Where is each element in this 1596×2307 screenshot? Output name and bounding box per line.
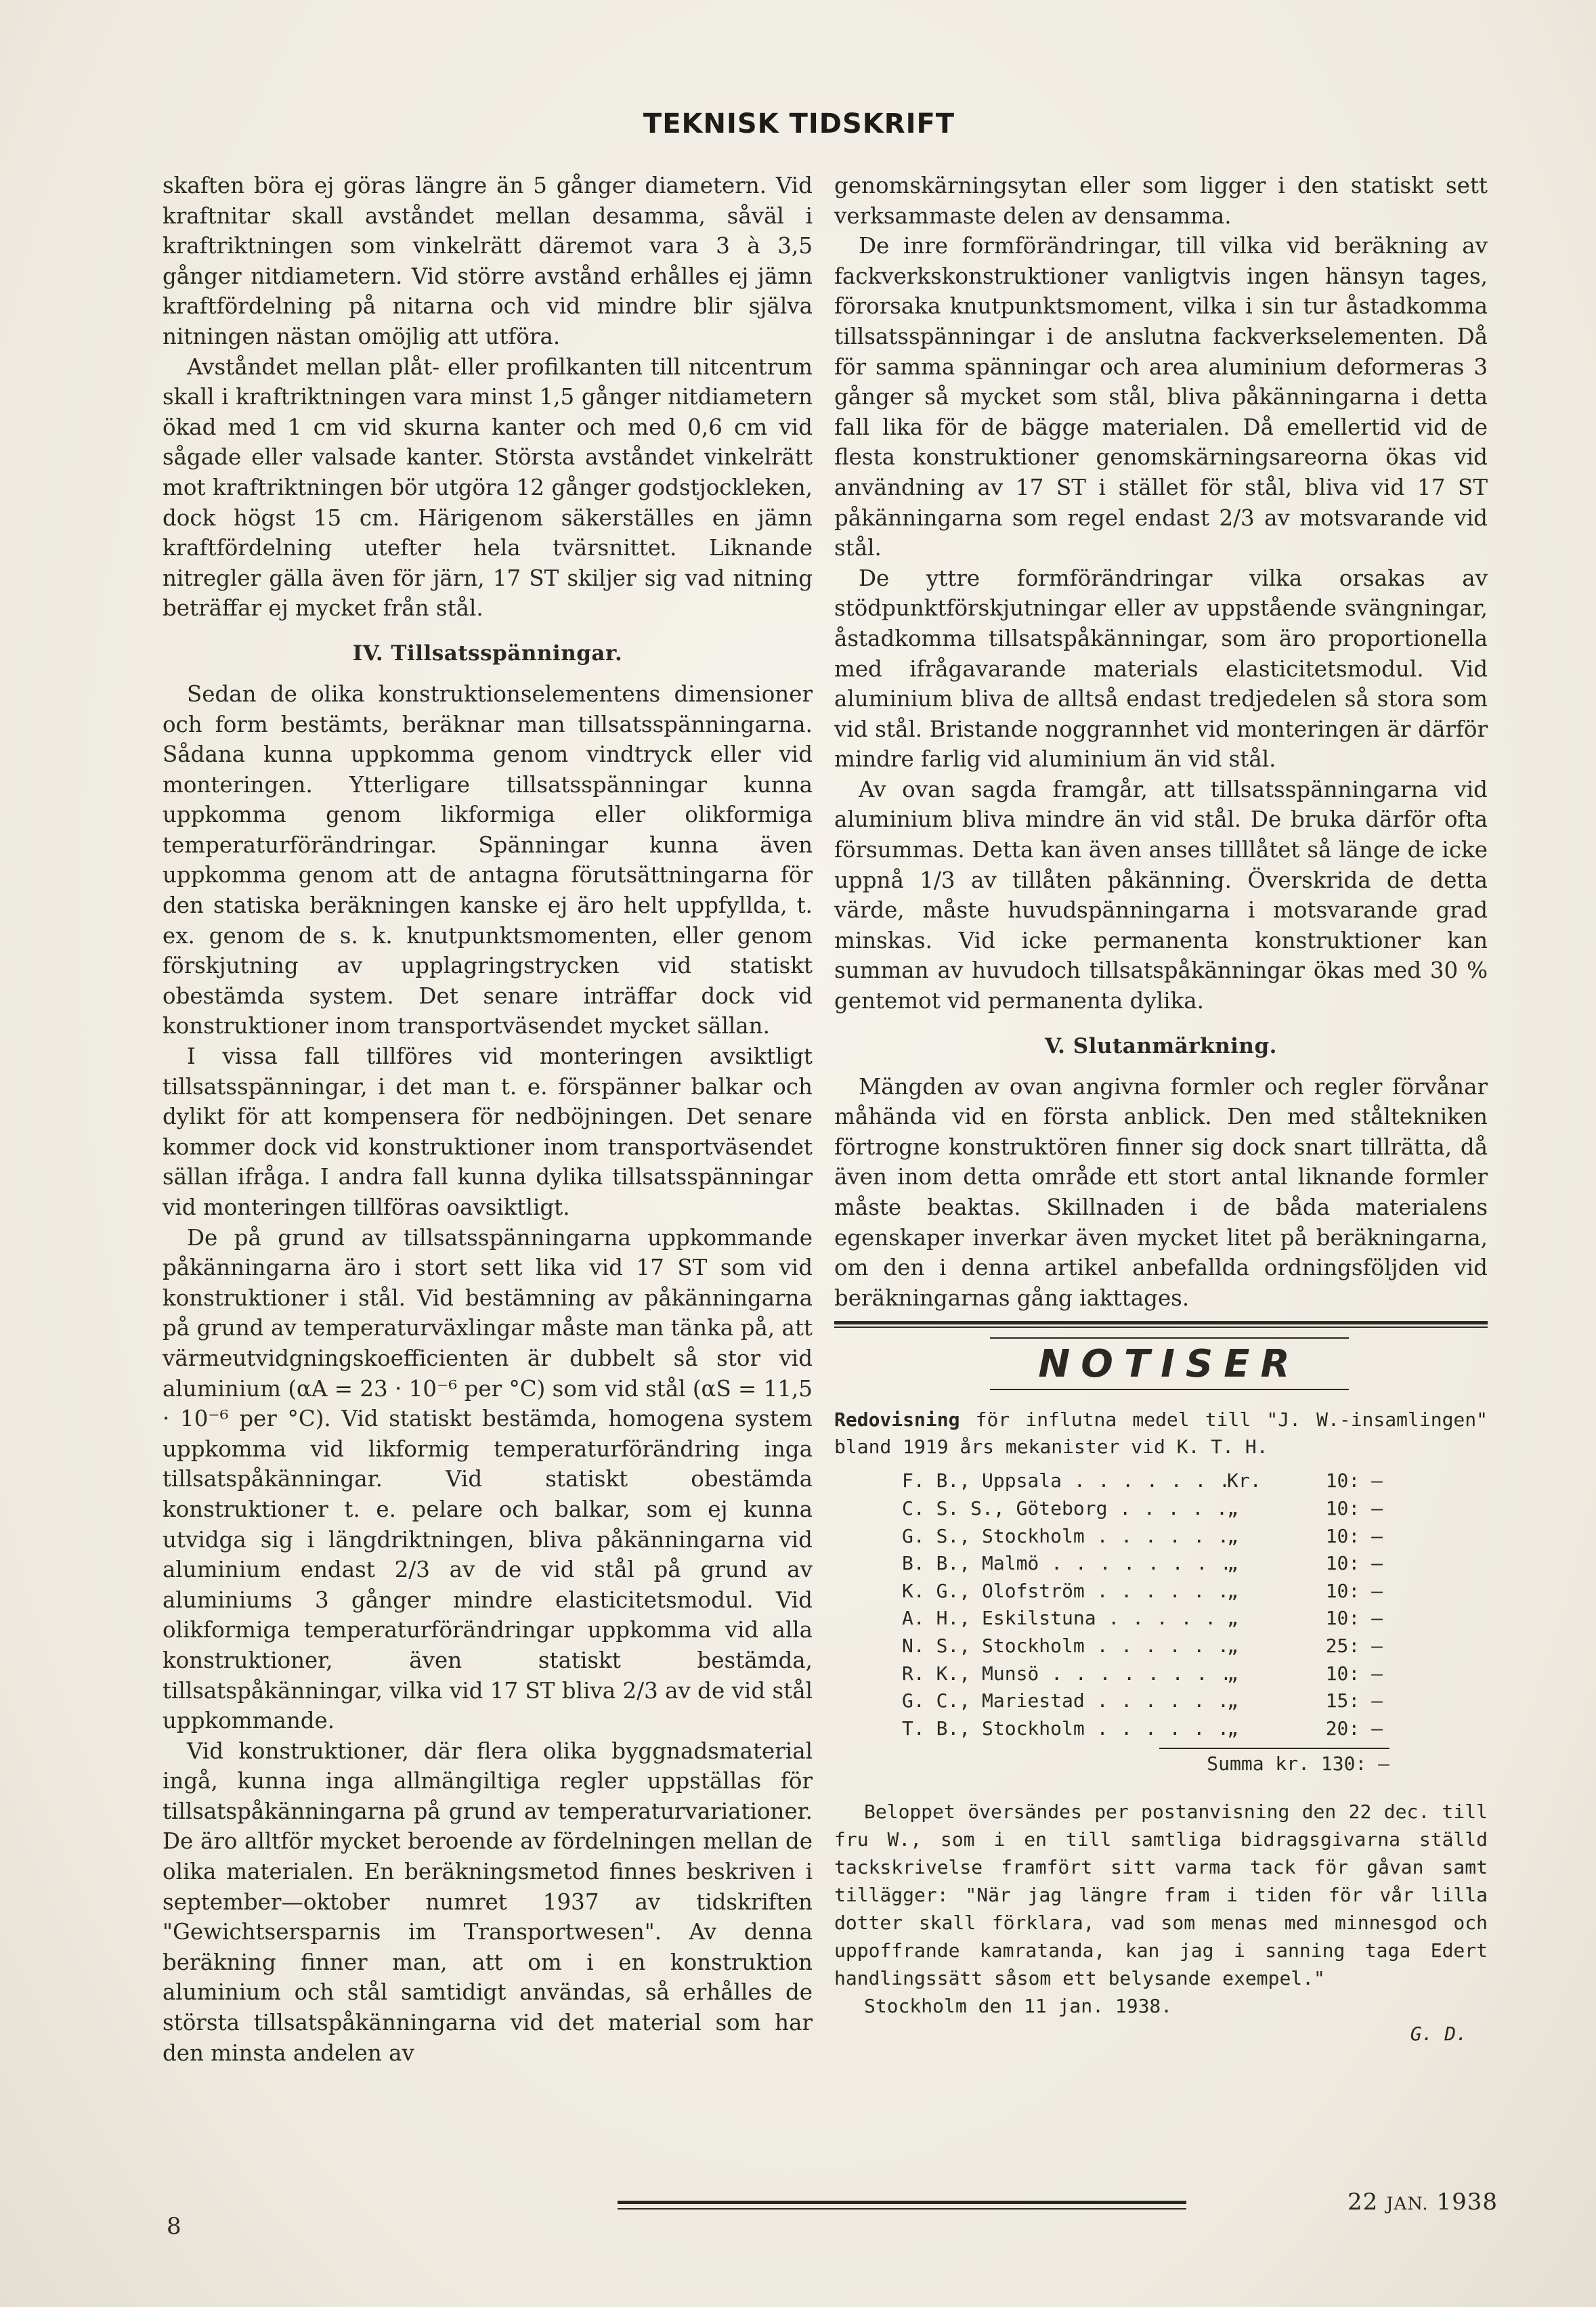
donation-sum: Summa kr. 130: —	[1159, 1748, 1389, 1779]
page-number: 8	[167, 2213, 181, 2240]
list-item	[902, 1578, 1389, 1605]
section-rule	[834, 1321, 1488, 1324]
paragraph: skaften böra ej göras längre än 5 gånger diametern. Vid kraftnitar skall avståndet mellan desamma, såväl i kraftriktningen som vinkelrätt däremot vara 3 à 3,5 gånger nitdiametern. Vid större avstånd erhålles ej jämn kraftfördelning på nitarna och vid mindre blir själva nitningen nästan omöjlig att utföra.	[163, 173, 813, 349]
notice-dateline: Stockholm den 11 jan. 1938.	[864, 1995, 1173, 2018]
list-item	[902, 1523, 1389, 1551]
donor-amount: 10: —	[1325, 1524, 1383, 1547]
paragraph: Vid konstruktioner, där flera olika byggnadsmaterial ingå, kunna inga allmängiltiga regler uppställas för tillsatspåkänningarna på grund av temperaturvariationer. De äro alltför mycket beroende av fördelningen mellan de olika materialen. En beräkningsmetod finnes beskriven i september—oktober numret 1937 av tidskriften "Gewichtsersparnis im Transportwesen". Av denna beräkning finner man, att om i en konstruktion aluminium och stål samtidigt användas, så erhålles de största tillsatspåkänningarna vid det material som har den minsta andelen av	[163, 1738, 813, 2066]
donor-amount: 10: —	[1325, 1579, 1383, 1602]
notiser-header	[990, 1337, 1349, 1390]
donor-name: K. G., Olofström . . .	[902, 1578, 1227, 1605]
donor-name: N. S., Stockholm . . .	[902, 1633, 1227, 1660]
paragraph: Avståndet mellan plåt- eller profilkanten till nitcentrum skall i kraftriktningen vara minst 1,5 gånger nitdiametern ökad med 1 cm vid skurna kanter och med 0,6 cm vid sågade eller valsade kanter. Största avståndet vinkelrätt mot kraftriktningen bör utgöra 12 gånger godstjockleken, dock högst 15 cm. Härigenom säkerställes en jämn kraftfördelning utefter hela tvärsnittet. Liknande nitregler gälla även för järn, 17 ST skiljer sig vad nitning beträffar ej mycket från stål.	[163, 353, 813, 622]
list-item	[902, 1715, 1389, 1743]
donor-amount: 10: —	[1325, 1662, 1383, 1685]
section-rule-thin	[834, 1327, 1488, 1328]
list-item	[902, 1550, 1389, 1578]
donor-currency: „	[1227, 1607, 1238, 1630]
donor-name: T. B., Stockholm . . .	[902, 1715, 1227, 1743]
donor-name: F. B., Uppsala . . .	[902, 1467, 1227, 1495]
donor-currency: „	[1227, 1552, 1238, 1575]
donor-currency: Kr.	[1227, 1469, 1261, 1492]
donor-amount: 10: —	[1325, 1552, 1383, 1575]
issue-date-month: JAN.	[1386, 2194, 1429, 2214]
paragraph: Av ovan sagda framgår, att tillsatsspänningarna vid aluminium bliva mindre än vid stål. De bruka därför ofta försummas. Detta kan även anses tilllåtet så länge de icke uppnå 1/3 av tillåten påkänning. Överskrida de detta värde, måste huvudspänningarna i motsvarande grad minskas. Vid icke permanenta konstruktioner kan summan av huvudoch tillsatspåkänningar ökas med 30 % gentemot vid permanenta dylika.	[834, 776, 1488, 1014]
donor-currency: „	[1227, 1717, 1238, 1740]
paragraph: De på grund av tillsatsspänningarna uppkommande påkänningarna äro i stort sett lika vid 17 ST som vid konstruktioner i stål. Vid bestämning av påkänningarna på grund av temperaturväxlingar måste man tänka på, att värmeutvidgningskoefficienten är dubbelt så stor vid aluminium (αA = 23 · 10⁻⁶ per °C) som vid stål (αS = 11,5 · 10⁻⁶ per °C). Vid statiskt bestämda, homogena system uppkomma vid likformig temperaturförändring inga tillsatspåkänningar. Vid statiskt obestämda konstruktioner t. e. pelare och balkar, som ej kunna utvidga sig i längdriktningen, bliva påkänningarna vid aluminium endast 2/3 av de vid stål på grund av aluminiums 3 gånger mindre elasticitetsmodul. Vid olikformiga temperaturförändringar uppkomma vid alla konstruktioner, även statiskt bestämda, tillsatspåkänningar, vilka vid 17 ST bliva 2/3 av de vid stål uppkommande.	[163, 1224, 813, 1734]
paragraph: Mängden av ovan angivna formler och regler förvånar måhända vid en första anblick. Den med ståltekniken förtrogne konstruktören finner sig dock snart tillrätta, då även inom detta område ett stort antal liknande formler måste beaktas. Skillnaden i de båda materialens egenskaper inverkar även mycket litet på beräkningarna, om den i denna artikel anbefallda ordningsföljden vid beräkningarnas gång iakttages.	[834, 1073, 1488, 1311]
notice-body: Beloppet översändes per postanvisning den 22 dec. till fru W., som i en till samtliga bidragsgivarna ställd tackskrivelse framfört sitt varma tack för gåvan samt tillägger: "När jag längre fram i tiden för vår lilla dotter skall förklara, vad som menas med minnesgod och uppoffrande kamratanda, kan jag i sanning taga Edert handlingssätt såsom ett belysande exempel."	[834, 1801, 1488, 1990]
footer-rule-thin	[618, 2208, 1186, 2209]
paragraph: genomskärningsytan eller som ligger i den statiskt sett verksammaste delen av densamma.	[834, 173, 1488, 229]
donor-currency: „	[1227, 1689, 1238, 1712]
notice-lead-text: för influtna medel till "J. W.-insamlingen" bland 1919 års mekanister vid K. T. H.	[834, 1408, 1488, 1459]
donor-amount: 10: —	[1325, 1496, 1383, 1519]
footer-rule	[618, 2201, 1186, 2209]
donor-currency: „	[1227, 1496, 1238, 1519]
journal-masthead: TEKNISK TIDSKRIFT	[643, 108, 955, 139]
donor-name: G. S., Stockholm . . .	[902, 1523, 1227, 1551]
donor-name: B. B., Malmö . . .	[902, 1550, 1227, 1578]
donor-name: R. K., Munsö . . .	[902, 1660, 1227, 1688]
list-item	[902, 1495, 1389, 1523]
donor-name: G. C., Mariestad . . .	[902, 1687, 1227, 1715]
list-item	[902, 1687, 1389, 1715]
paragraph: I vissa fall tillföres vid monteringen avsiktligt tillsatsspänningar, i det man t. e. förspänner balkar och dylikt för att kompensera för nedböjningen. Det senare kommer dock vid konstruktioner inom transportväsendet sällan ifråga. I andra fall kunna dylika tillsatsspänningar vid monteringen tillföras oavsiktligt.	[163, 1043, 813, 1220]
right-column	[834, 171, 1488, 2048]
donor-currency: „	[1227, 1634, 1238, 1657]
list-item	[902, 1660, 1389, 1688]
section-heading-iv: IV. Tillsatsspänningar.	[352, 641, 623, 666]
list-item	[902, 1605, 1389, 1633]
paragraph: De inre formförändringar, till vilka vid beräkning av fackverkskonstruktioner vanligtvis ingen hänsyn tages, förorsaka knutpunktsmoment, vilka i sin tur åstadkomma tillsatsspänningar i de anslutna fackverkselementen. Då för samma spänningar och area aluminium deformeras 3 gånger så mycket som stål, bliva påkänningarna i detta fall lika för de bägge materialen. Då emellertid vid de flesta konstruktioner genomskärningsareorna ökas vid användning av 17 ST i stället för stål, bliva vid 17 ST påkänningarna som regel endast 2/3 av motsvarande vid stål.	[834, 233, 1488, 561]
issue-date	[1347, 2189, 1498, 2216]
donor-currency: „	[1227, 1579, 1238, 1602]
donor-amount: 20: —	[1325, 1717, 1383, 1740]
notiser-title: NOTISER	[1038, 1341, 1301, 1386]
left-column	[163, 171, 813, 2068]
notice-lead	[834, 1406, 1488, 1461]
donation-notice	[834, 1406, 1488, 2048]
donation-list	[902, 1467, 1389, 1742]
issue-date-year: 1938	[1436, 2189, 1498, 2216]
list-item	[902, 1467, 1389, 1495]
donor-name: C. S. S., Göteborg . . .	[902, 1495, 1227, 1523]
notice-lead-bold: Redovisning	[834, 1408, 960, 1431]
footer-rule-thick	[618, 2201, 1186, 2204]
issue-date-day: 22	[1347, 2189, 1379, 2216]
section-heading-v: V. Slutanmärkning.	[1045, 1033, 1277, 1058]
paragraph: De yttre formförändringar vilka orsakas av stödpunktförskjutningar eller av uppstående svängningar, åstadkomma tillsatspåkänningar, som äro proportionella med ifrågavarande materials elasticitetsmodul. Vid aluminium bliva de alltså endast tredjedelen så stora som vid stål. Bristande noggrannhet vid monteringen är därför mindre farlig vid aluminium än vid stål.	[834, 565, 1488, 773]
donor-currency: „	[1227, 1524, 1238, 1547]
donor-amount: 25: —	[1325, 1634, 1383, 1657]
donor-currency: „	[1227, 1662, 1238, 1685]
donor-amount: 10: —	[1325, 1607, 1383, 1630]
list-item	[902, 1633, 1389, 1660]
paragraph: Sedan de olika konstruktionselementens dimensioner och form bestämts, beräknar man tillsatsspänningarna. Sådana kunna uppkomma genom vindtryck eller vid monteringen. Ytterligare tillsatsspänningar kunna uppkomma genom likformiga eller olikformiga temperaturförändringar. Spänningar kunna även uppkomma genom att de antagna förutsättningarna för den statiska beräkningen kanske ej äro helt uppfyllda, t. ex. genom de s. k. knutpunktsmomenten, eller genom förskjutning av upplagringstrycken vid statiskt obestämda system. Det senare inträffar dock vid konstruktioner inom transportväsendet mycket sällan.	[163, 681, 813, 1039]
donor-amount: 10: —	[1325, 1469, 1383, 1492]
donor-name: A. H., Eskilstuna . . .	[902, 1605, 1227, 1633]
donor-amount: 15: —	[1325, 1689, 1383, 1712]
notice-signature: G. D.	[1410, 2023, 1467, 2046]
